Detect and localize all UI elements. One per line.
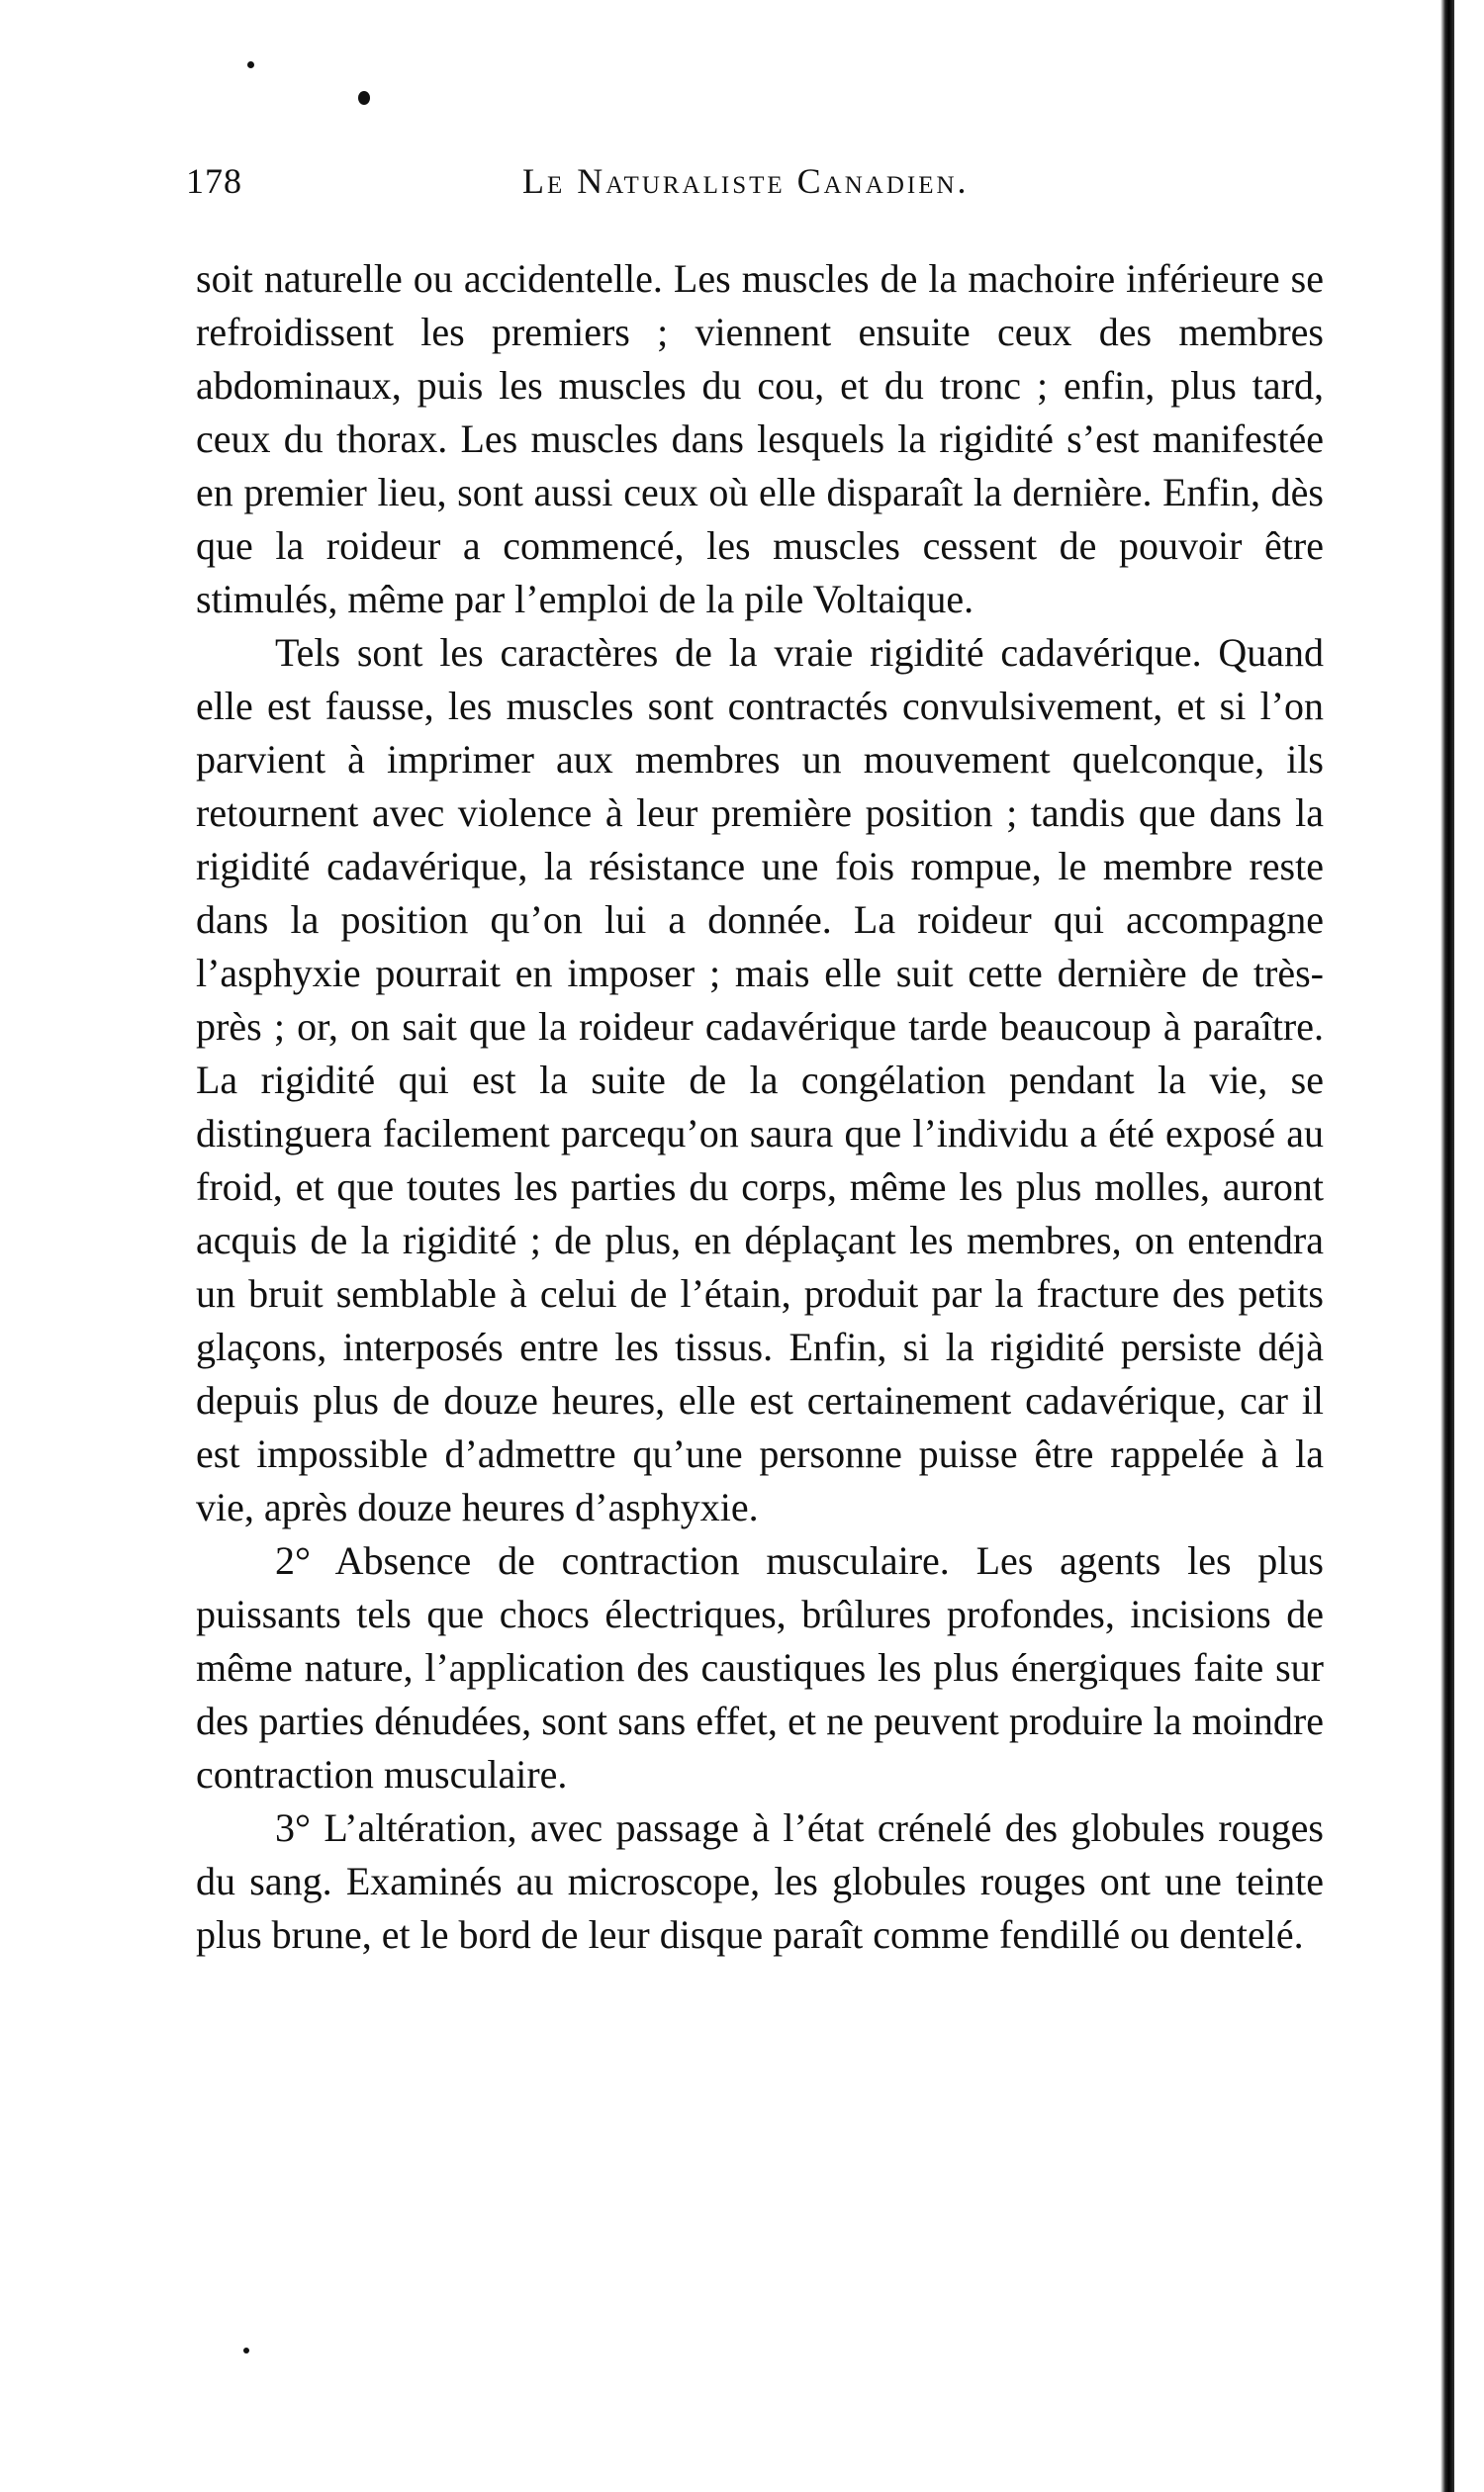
binding-edge <box>1440 0 1454 2492</box>
ink-speck <box>243 2348 249 2354</box>
page-number: 178 <box>186 161 242 201</box>
body-text <box>196 252 1324 1962</box>
paragraph-rigidity: Tels sont les caractères de la vraie rigidité cadavérique. Quand elle est fausse, les muscles sont contractés convulsivement, et si l’on parvient à imprimer aux membres un mouvement quelconque, ils retournent avec violence à leur première position ; tandis que dans la rigidité cadavérique, la résistance une fois rompue, le membre reste dans la position qu’on lui a donnée. La roideur qui accompagne l’asphyxie pourrait en imposer ; mais elle suit cette dernière de très-près ; or, on sait que la roideur cadavérique tarde beaucoup à paraître. La rigidité qui est la suite de la congélation pendant la vie, se distinguera facilement parcequ’on saura que l’individu a été exposé au froid, et que toutes les parties du corps, même les plus molles, auront acquis de la rigidité ; de plus, en déplaçant les membres, on entendra un bruit semblable à celui de l’étain, produit par la fracture des petits glaçons, interposés entre les tissus. Enfin, si la rigidité persiste déjà depuis plus de douze heures, elle est certainement cadavérique, car il est impossible d’admettre qu’une personne puisse être rappelée à la vie, après douze heures d’asphyxie. <box>196 630 1324 1529</box>
paragraph-blood-globules: 3° L’altération, avec passage à l’état crénelé des globules rouges du sang. Examinés au microscope, les globules rouges ont une teinte plus brune, et le bord de leur disque paraît comme fendillé ou dentelé. <box>196 1805 1324 1957</box>
ink-speck <box>358 91 370 105</box>
paragraph-contraction: 2° Absence de contraction musculaire. Les agents les plus puissants tels que chocs électriques, brûlures profondes, incisions de même nature, l’application des caustiques les plus énergiques faite sur des parties dénudées, sont sans effet, et ne peuvent produire la moindre contraction musculaire. <box>196 1538 1324 1797</box>
paragraph-continuation: soit naturelle ou accidentelle. Les muscles de la machoire inférieure se refroidissent les premiers ; viennent ensuite ceux des membres abdominaux, puis les muscles du cou, et du tronc ; enfin, plus tard, ceux du thorax. Les muscles dans lesquels la rigidité s’est manifestée en premier lieu, sont aussi ceux où elle disparaît la dernière. Enfin, dès que la roideur a commencé, les muscles cessent de pouvoir être stimulés, même par l’emploi de la pile Voltaique. <box>196 256 1324 621</box>
ink-speck <box>247 61 254 68</box>
page-header <box>186 160 1314 210</box>
running-head: Le Naturaliste Canadien. <box>522 161 970 201</box>
